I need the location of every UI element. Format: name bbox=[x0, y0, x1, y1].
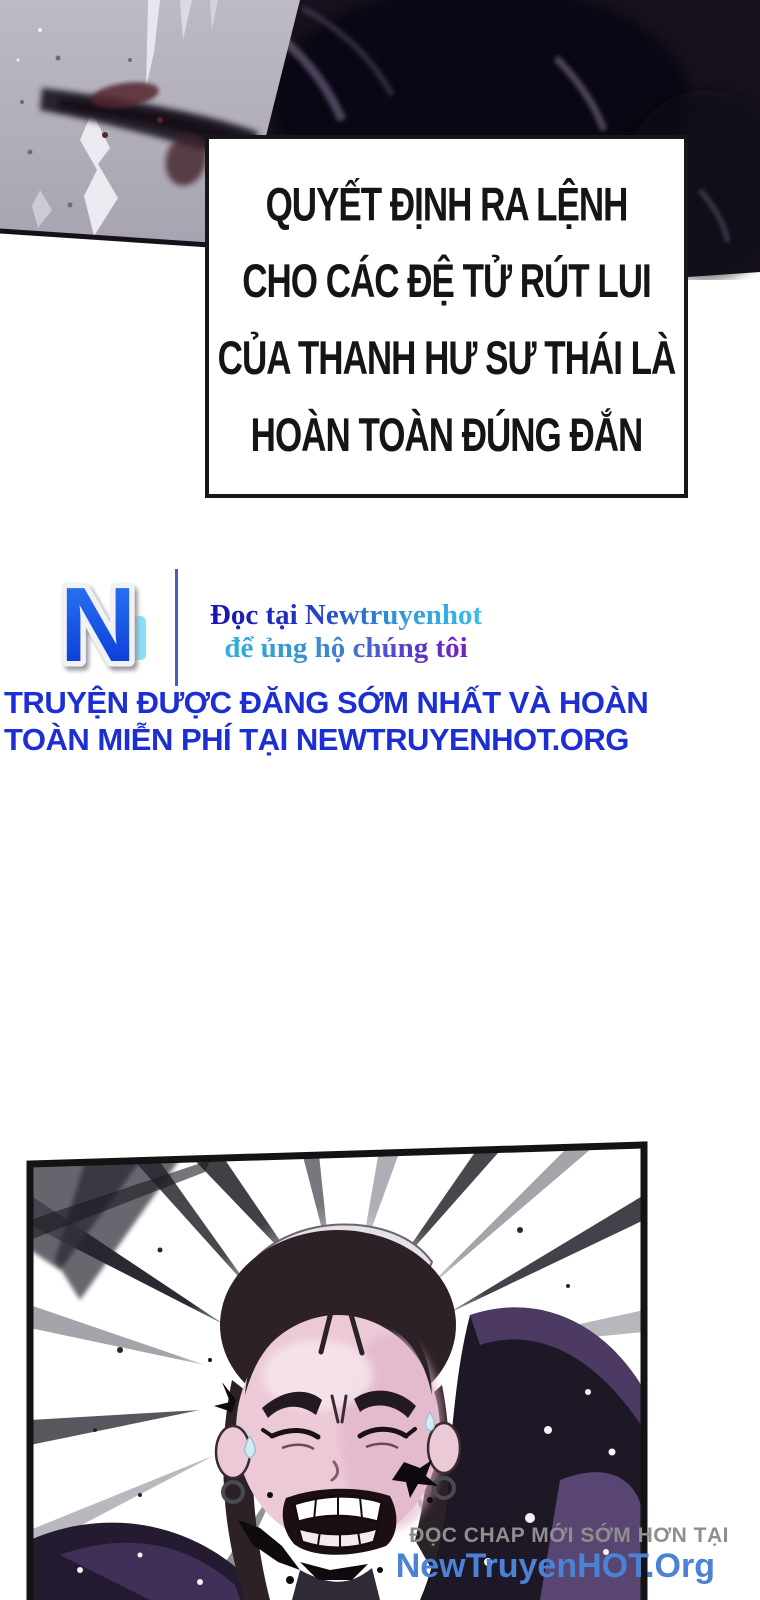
speech-line: CỦA THANH HƯ SƯ THÁI LÀ bbox=[217, 331, 676, 385]
speech-line: QUYẾT ĐỊNH RA LỆNH bbox=[265, 177, 628, 231]
speech-line: HOÀN TOÀN ĐÚNG ĐẮN bbox=[250, 408, 643, 462]
site-promo-text bbox=[4, 684, 649, 758]
site-logo bbox=[40, 566, 160, 684]
speech-text bbox=[218, 166, 676, 474]
site-tagline bbox=[190, 599, 502, 665]
tagline-line-1: Đọc tại Newtruyenhot bbox=[209, 599, 483, 631]
promo-line-1: TRUYỆN ĐƯỢC ĐĂNG SỚM NHẤT VÀ HOÀN bbox=[4, 685, 649, 720]
footer-watermark-line-2: NewTruyenHOT.Org bbox=[395, 1547, 715, 1585]
tagline-line-2: để ủng hộ chúng tôi bbox=[224, 632, 468, 664]
site-logo-letter: N bbox=[59, 566, 137, 684]
speech-line: CHO CÁC ĐỆ TỬ RÚT LUI bbox=[242, 254, 651, 308]
logo-divider bbox=[175, 569, 178, 686]
speech-box bbox=[205, 135, 688, 498]
footer-watermark-line-1: ĐỌC CHAP MỚI SỚM HƠN TẠI bbox=[409, 1524, 729, 1547]
promo-line-2: TOÀN MIỄN PHÍ TẠI NEWTRUYENHOT.ORG bbox=[4, 722, 629, 757]
